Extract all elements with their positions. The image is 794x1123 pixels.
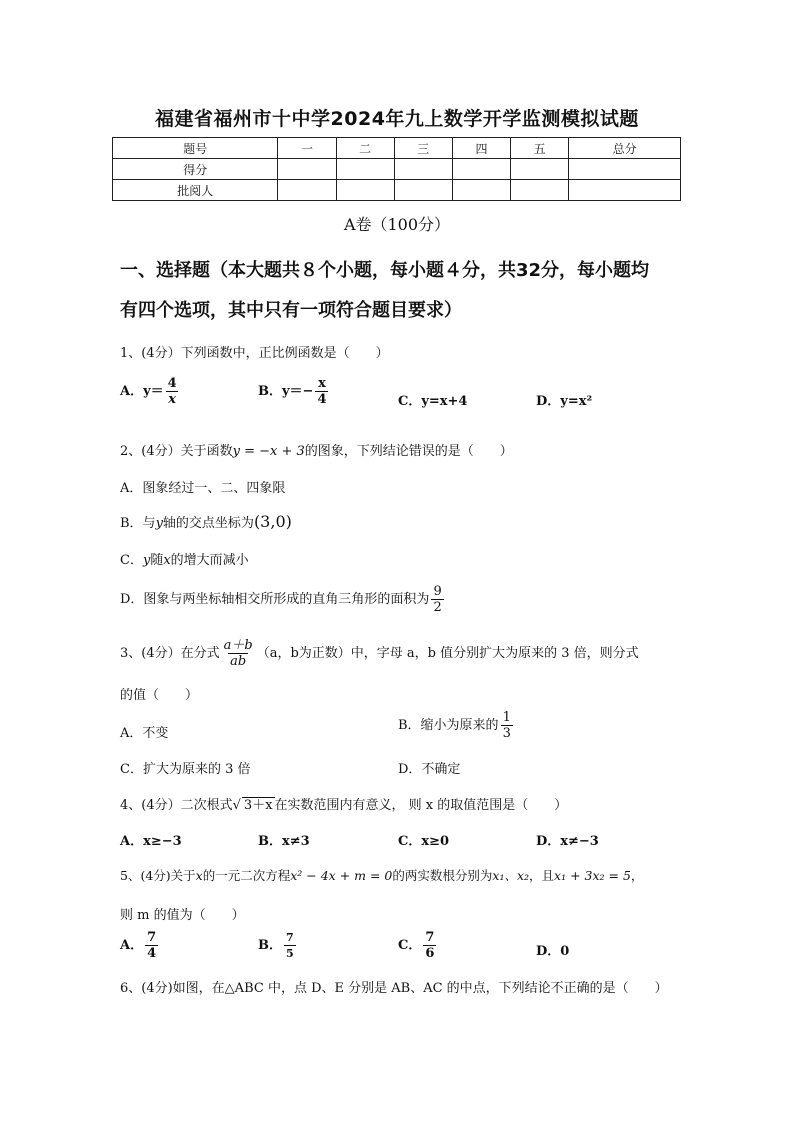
score-cell bbox=[394, 180, 452, 201]
q2-option-c bbox=[120, 549, 249, 568]
denominator: 2 bbox=[433, 600, 442, 615]
denominator: 3 bbox=[502, 726, 511, 741]
question-5-stem bbox=[120, 866, 643, 884]
fraction bbox=[284, 930, 296, 961]
q2-option-a: A．图象经过一、二、四象限 bbox=[120, 481, 286, 496]
score-table-cell: 一 bbox=[278, 138, 336, 159]
q1-option-c: C．y=x+4 bbox=[398, 394, 468, 409]
score-cell bbox=[569, 159, 681, 180]
stem-text: ，且 bbox=[529, 868, 555, 883]
q5-option-d: D．0 bbox=[536, 944, 570, 959]
math-var: y bbox=[142, 553, 151, 568]
score-table-row-label: 得分 bbox=[113, 159, 278, 180]
stem-text: 轴的交点坐标为 bbox=[162, 516, 254, 531]
score-cell bbox=[336, 180, 394, 201]
stem-text: B．与 bbox=[120, 516, 156, 531]
score-cell bbox=[511, 159, 569, 180]
stem-text: ， bbox=[630, 868, 644, 883]
math-var: y bbox=[155, 516, 163, 531]
numerator: 7 bbox=[425, 930, 435, 945]
fraction bbox=[145, 930, 158, 961]
q5-option-a bbox=[120, 930, 160, 961]
score-cell bbox=[569, 180, 681, 201]
score-table-row bbox=[113, 180, 681, 201]
stem-text: 4、(4分）二次根式 bbox=[120, 798, 233, 813]
score-table-cell: 五 bbox=[511, 138, 569, 159]
q4-option-c: C．x≥0 bbox=[398, 834, 450, 849]
q2-option-b bbox=[120, 512, 292, 531]
score-table-cell: 二 bbox=[336, 138, 394, 159]
section-heading-line2: 有四个选项，其中只有一项符合题目要求） bbox=[120, 300, 462, 321]
stem-text: 2、(4分）关于函数 bbox=[120, 444, 233, 459]
q4-option-b: B．x≠3 bbox=[258, 834, 310, 849]
score-cell bbox=[394, 159, 452, 180]
score-table-row bbox=[113, 159, 681, 180]
denominator: x bbox=[168, 392, 177, 407]
question-4-stem bbox=[120, 794, 567, 813]
numerator: 7 bbox=[286, 931, 294, 944]
score-table-cell: 三 bbox=[394, 138, 452, 159]
q4-option-a: A．x≥−3 bbox=[120, 834, 182, 849]
score-table-cell: 题号 bbox=[113, 138, 278, 159]
stem-text: 5、(4分)关于 bbox=[120, 868, 196, 883]
math-expression: y = −x + 3 bbox=[232, 444, 305, 459]
math-var: x bbox=[195, 868, 203, 883]
q3-option-d: D．不确定 bbox=[398, 762, 461, 777]
page-title: 福建省福州市十中学2024年九上数学开学监测模拟试题 bbox=[155, 108, 639, 130]
math-expression: x² − 4x + m = 0 bbox=[290, 868, 393, 883]
radical-sign: √ bbox=[232, 798, 241, 813]
stem-text: 随 bbox=[150, 553, 164, 568]
stem-text: 的两实数根分别为 bbox=[392, 868, 493, 883]
denominator: 4 bbox=[147, 946, 157, 961]
q3-option-c: C．扩大为原来的 3 倍 bbox=[120, 762, 251, 777]
question-1-stem: 1、(4分）下列函数中，正比例函数是（ ） bbox=[120, 346, 389, 361]
numerator: 4 bbox=[167, 376, 177, 391]
stem-text: 的一元二次方程 bbox=[202, 868, 291, 883]
score-cell bbox=[511, 180, 569, 201]
radicand: 3＋x bbox=[243, 798, 273, 813]
q1-option-a bbox=[120, 376, 181, 407]
fraction bbox=[222, 638, 255, 669]
option-label: B． bbox=[258, 938, 282, 953]
stem-text: （a，b为正数）中，字母 a，b 值分别扩大为原来的 3 倍，则分式 bbox=[256, 646, 639, 661]
q1-option-b bbox=[258, 376, 330, 407]
question-5-stem-line2: 则 m 的值为（ ） bbox=[120, 908, 245, 923]
question-2-stem bbox=[120, 440, 513, 459]
q5-option-b bbox=[258, 930, 298, 961]
q2-option-d bbox=[120, 584, 446, 615]
denominator: ab bbox=[230, 654, 247, 669]
q1-option-d: D．y=x² bbox=[536, 394, 593, 409]
fraction bbox=[431, 584, 443, 615]
math-expression: (3,0) bbox=[253, 512, 292, 531]
score-table-row-label: 批阅人 bbox=[113, 180, 278, 201]
score-table-cell: 四 bbox=[452, 138, 510, 159]
numerator: 9 bbox=[433, 584, 442, 599]
score-table-cell: 总分 bbox=[569, 138, 681, 159]
score-cell bbox=[452, 180, 510, 201]
math-expression: x₁、x₂ bbox=[492, 868, 530, 883]
fraction bbox=[315, 376, 328, 407]
fraction bbox=[423, 930, 436, 961]
question-3-stem bbox=[120, 638, 639, 669]
option-label: A． bbox=[120, 938, 144, 953]
score-cell bbox=[278, 159, 336, 180]
question-3-stem-line2: 的值（ ） bbox=[120, 688, 199, 703]
math-expression: x₁ + 3x₂ = 5 bbox=[554, 868, 631, 883]
q4-option-d: D．x≠−3 bbox=[536, 834, 599, 849]
denominator: 5 bbox=[286, 947, 294, 960]
score-cell bbox=[336, 159, 394, 180]
fraction bbox=[166, 376, 179, 407]
option-label: B．y＝− bbox=[258, 384, 314, 399]
math-var: x bbox=[163, 553, 171, 568]
stem-text: B．缩小为原来的 bbox=[398, 718, 499, 733]
score-table-header-row bbox=[113, 138, 681, 159]
stem-text: D．图象与两坐标轴相交所形成的直角三角形的面积为 bbox=[120, 592, 430, 607]
stem-text: 在实数范围内有意义， 则 x 的取值范围是（ ） bbox=[274, 798, 568, 813]
score-table bbox=[112, 137, 681, 201]
numerator: 7 bbox=[147, 930, 157, 945]
denominator: 4 bbox=[317, 392, 327, 407]
option-label: C． bbox=[120, 553, 143, 568]
question-6-stem: 6、(4分)如图，在△ABC 中，点 D、E 分别是 AB、AC 的中点，下列结论不正确的是（ ） bbox=[120, 981, 668, 996]
stem-text: 的增大而减小 bbox=[170, 553, 249, 568]
stem-text: 的图象，下列结论错误的是（ ） bbox=[304, 444, 513, 459]
numerator: x bbox=[318, 376, 326, 391]
score-cell bbox=[278, 180, 336, 201]
q3-option-b bbox=[398, 710, 515, 741]
stem-text: 3、(4分）在分式 bbox=[120, 646, 220, 661]
q3-option-a: A．不变 bbox=[120, 726, 169, 741]
option-label: A．y＝ bbox=[120, 384, 164, 399]
denominator: 6 bbox=[425, 946, 435, 961]
q5-option-c bbox=[398, 930, 438, 961]
score-cell bbox=[452, 159, 510, 180]
numerator: a＋b bbox=[223, 638, 253, 653]
option-label: C． bbox=[398, 938, 422, 953]
section-subtitle: A卷（100分） bbox=[343, 215, 451, 234]
fraction bbox=[501, 710, 513, 741]
section-heading-line1: 一、选择题（本大题共８个小题，每小题４分，共32分，每小题均 bbox=[120, 260, 650, 281]
numerator: 1 bbox=[502, 710, 511, 725]
